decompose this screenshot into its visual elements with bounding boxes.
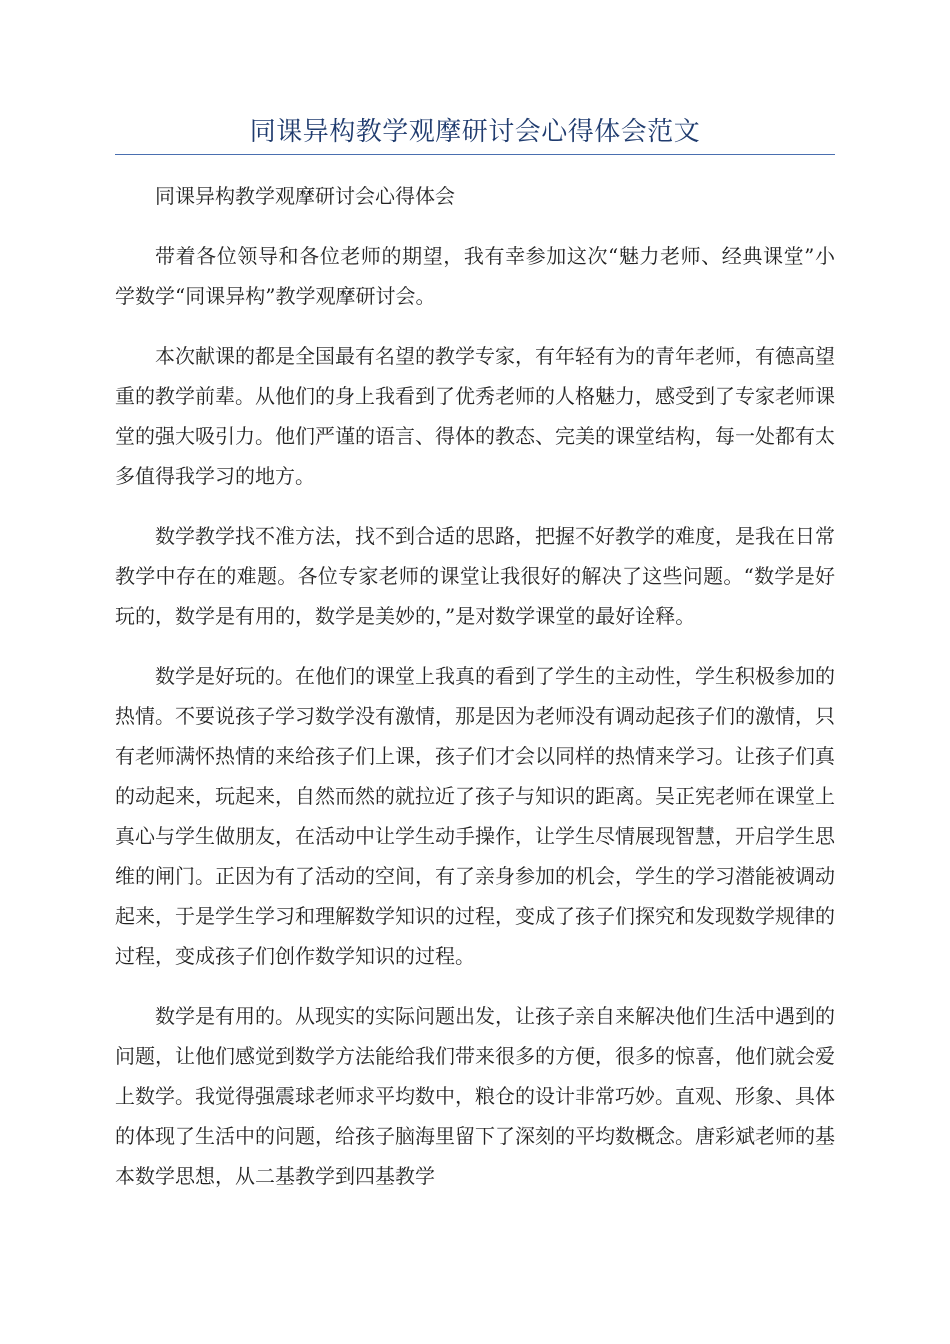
body-paragraph: 本次献课的都是全国最有名望的教学专家，有年轻有为的青年老师，有德高望重的教学前辈。从他们的身上我看到了优秀老师的人格魅力，感受到了专家老师课堂的强大吸引力。他们严谨的语言、得体的教态、完美的课堂结构，每一处都有太多值得我学习的地方。 xyxy=(115,344,835,488)
document-title: 同课异构教学观摩研讨会心得体会范文 xyxy=(249,117,701,147)
body-paragraph: 带着各位领导和各位老师的期望，我有幸参加这次“魅力老师、经典课堂”小学数学“同课异构”教学观摩研讨会。 xyxy=(115,244,835,308)
body-paragraph: 数学教学找不准方法，找不到合适的思路，把握不好教学的难度，是我在日常教学中存在的难题。各位专家老师的课堂让我很好的解决了这些问题。“数学是好玩的，数学是有用的，数学是美妙的，”是对数学课堂的最好诠释。 xyxy=(115,524,835,628)
body-paragraph: 数学是好玩的。在他们的课堂上我真的看到了学生的主动性，学生积极参加的热情。不要说孩子学习数学没有激情，那是因为老师没有调动起孩子们的激情，只有老师满怀热情的来给孩子们上课，孩子们才会以同样的热情来学习。让孩子们真的动起来，玩起来，自然而然的就拉近了孩子与知识的距离。吴正宪老师在课堂上真心与学生做朋友，在活动中让学生动手操作，让学生尽情展现智慧，开启学生思维的闸门。正因为有了活动的空间，有了亲身参加的机会，学生的学习潜能被调动起来，于是学生学习和理解数学知识的过程，变成了孩子们探究和发现数学规律的过程，变成孩子们创作数学知识的过程。 xyxy=(115,664,835,968)
title-underline xyxy=(115,154,835,155)
body-paragraph: 数学是有用的。从现实的实际问题出发，让孩子亲自来解决他们生活中遇到的问题，让他们感觉到数学方法能给我们带来很多的方便，很多的惊喜，他们就会爱上数学。我觉得强震球老师求平均数中，粮仓的设计非常巧妙。直观、形象、具体的体现了生活中的问题，给孩子脑海里留下了深刻的平均数概念。唐彩斌老师的基本数学思想，从二基教学到四基教学 xyxy=(115,1004,835,1188)
document-body xyxy=(115,176,835,1216)
subtitle-paragraph: 同课异构教学观摩研讨会心得体会 xyxy=(155,184,455,208)
